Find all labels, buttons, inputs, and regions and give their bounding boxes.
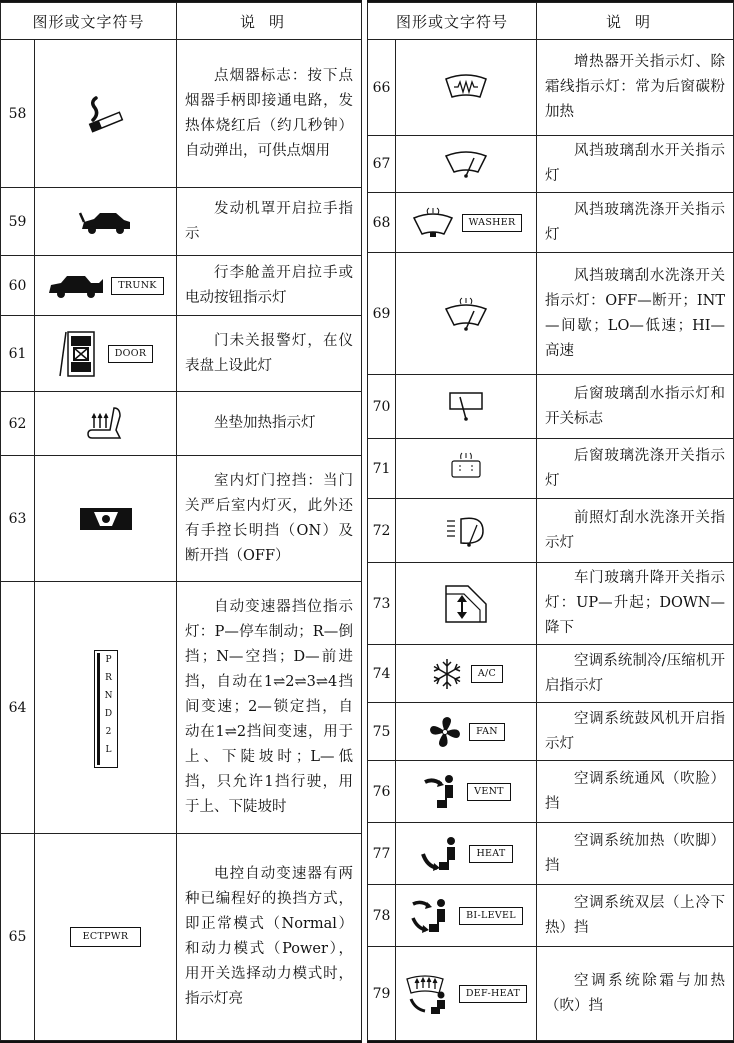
header-symbol: 图形或文字符号	[1, 3, 177, 40]
bi-level-icon	[409, 896, 453, 936]
table-row	[1, 40, 362, 188]
windshield-washer-icon	[410, 206, 456, 240]
symbol-cell	[396, 947, 537, 1041]
door-label: DOOR	[108, 345, 154, 363]
table-row	[368, 375, 734, 439]
header-desc: 说明	[537, 3, 734, 40]
symbol-cell	[35, 834, 177, 1041]
description: 前照灯刮水洗涤开关指示灯	[537, 499, 734, 563]
row-number: 62	[1, 392, 35, 456]
symbol-cell	[35, 392, 177, 456]
row-number: 59	[1, 188, 35, 256]
def-heat-label: DEF-HEAT	[459, 985, 527, 1003]
description: 车门玻璃升降开关指示灯：UP—升起；DOWN—降下	[537, 563, 734, 645]
gear-l: L	[105, 745, 112, 755]
description: 风挡玻璃刮水开关指示灯	[537, 136, 734, 193]
row-number: 58	[1, 40, 35, 188]
symbol-cell	[35, 188, 177, 256]
row-number: 67	[368, 136, 396, 193]
row-number: 73	[368, 563, 396, 645]
symbol-cell	[396, 193, 537, 253]
rear-wiper-icon	[446, 389, 486, 425]
table-row	[1, 316, 362, 392]
symbol-cell	[396, 823, 537, 885]
vent-label: VENT	[467, 783, 511, 801]
heat-feet-icon	[419, 834, 463, 874]
description: 空调系统制冷/压缩机开启指示灯	[537, 645, 734, 703]
dome-light-icon	[78, 504, 134, 534]
wiper-washer-icon	[442, 295, 490, 333]
rear-defrost-icon	[442, 73, 490, 103]
description: 发动机罩开启拉手指示	[177, 188, 362, 256]
row-number: 60	[1, 256, 35, 316]
ac-label: A/C	[471, 665, 503, 683]
vent-face-icon	[421, 772, 461, 812]
door-ajar-icon	[58, 328, 102, 380]
washer-label: WASHER	[462, 214, 523, 232]
description: 空调系统双层（上冷下热）挡	[537, 885, 734, 947]
gear-position-icon	[94, 650, 118, 768]
symbol-cell	[396, 375, 537, 439]
symbol-cell	[35, 456, 177, 582]
symbol-cell	[396, 885, 537, 947]
row-number: 75	[368, 703, 396, 761]
description: 门未关报警灯，在仪表盘上设此灯	[177, 316, 362, 392]
header-desc: 说明	[177, 3, 362, 40]
row-number: 78	[368, 885, 396, 947]
symbol-cell	[396, 253, 537, 375]
row-number: 69	[368, 253, 396, 375]
def-heat-icon	[405, 973, 453, 1015]
table-row	[1, 392, 362, 456]
left-table	[0, 0, 362, 1043]
description: 增热器开关指示灯、除霜线指示灯：常为后窗碳粉加热	[537, 40, 734, 136]
heat-label: HEAT	[469, 845, 512, 863]
row-number: 76	[368, 761, 396, 823]
table-row	[368, 40, 734, 136]
row-number: 71	[368, 439, 396, 499]
description: 后窗玻璃洗涤开关指示灯	[537, 439, 734, 499]
table-row	[1, 256, 362, 316]
table-row	[1, 188, 362, 256]
description: 坐垫加热指示灯	[177, 392, 362, 456]
trunk-label: TRUNK	[111, 277, 163, 295]
symbol-cell	[35, 316, 177, 392]
table-row	[368, 823, 734, 885]
row-number: 65	[1, 834, 35, 1041]
symbol-cell	[396, 40, 537, 136]
description: 室内灯门控挡：当门关严后室内灯灭，此外还有手控长明挡（ON）及断开挡（OFF）	[177, 456, 362, 582]
table-row	[368, 885, 734, 947]
power-window-icon	[442, 582, 490, 626]
windshield-wiper-icon	[442, 148, 490, 180]
row-number: 79	[368, 947, 396, 1041]
symbol-cell	[396, 563, 537, 645]
description: 空调系统鼓风机开启指示灯	[537, 703, 734, 761]
symbol-cell	[396, 703, 537, 761]
symbol-cell	[396, 761, 537, 823]
description: 空调系统加热（吹脚）挡	[537, 823, 734, 885]
row-number: 70	[368, 375, 396, 439]
row-number: 61	[1, 316, 35, 392]
table-row	[1, 582, 362, 834]
seat-heater-icon	[84, 404, 128, 444]
description: 行李舱盖开启拉手或电动按钮指示灯	[177, 256, 362, 316]
ectpwr-label: ECTPWR	[70, 927, 142, 947]
description: 空调系统通风（吹脸）挡	[537, 761, 734, 823]
rear-washer-icon	[446, 451, 486, 487]
headlamp-washer-icon	[443, 511, 489, 551]
table-row	[368, 136, 734, 193]
description: 电控自动变速器有两种已编程好的换挡方式，即正常模式（Normal）和动力模式（Power），用开关选择动力模式时，指示灯亮	[177, 834, 362, 1041]
table-row	[368, 193, 734, 253]
symbol-cell	[396, 136, 537, 193]
header-symbol: 图形或文字符号	[368, 3, 537, 40]
table-row	[1, 834, 362, 1041]
cigarette-lighter-icon	[84, 92, 128, 136]
gear-n: N	[104, 691, 113, 701]
symbol-cell	[396, 499, 537, 563]
description: 点烟器标志：按下点烟器手柄即接通电路，发热体烧红后（约几秒钟）自动弹出，可供点烟用	[177, 40, 362, 188]
symbol-cell	[35, 40, 177, 188]
description: 风挡玻璃洗涤开关指示灯	[537, 193, 734, 253]
table-row	[368, 703, 734, 761]
table-row	[368, 439, 734, 499]
table-row	[368, 947, 734, 1041]
symbol-cell	[35, 256, 177, 316]
fan-label: FAN	[469, 723, 505, 741]
gear-d: D	[104, 709, 113, 719]
description: 自动变速器挡位指示灯：P—停车制动；R—倒挡；N—空挡；D—前进挡，自动在1⇌2⇌3⇌4挡间变速；2—锁定挡，自动在1⇌2挡间变速，用于上、下陡坡时；L—低挡，只允许1挡行驶，用于上、下陡坡时	[177, 582, 362, 834]
table-row	[368, 645, 734, 703]
description: 风挡玻璃刮水洗涤开关指示灯：OFF—断开；INT—间歇；LO—低速；HI—高速	[537, 253, 734, 375]
fan-icon	[427, 714, 463, 750]
table-row	[368, 563, 734, 645]
table-row	[1, 456, 362, 582]
right-table	[367, 0, 734, 1043]
gear-2: 2	[105, 727, 112, 737]
table-row	[368, 499, 734, 563]
hood-release-icon	[78, 207, 134, 237]
symbol-cell	[35, 582, 177, 834]
gear-r: R	[105, 673, 112, 683]
table-row	[368, 761, 734, 823]
row-number: 68	[368, 193, 396, 253]
bi-level-label: BI-LEVEL	[459, 907, 523, 925]
table-row	[368, 253, 734, 375]
row-number: 63	[1, 456, 35, 582]
description: 后窗玻璃刮水指示灯和开关标志	[537, 375, 734, 439]
row-number: 64	[1, 582, 35, 834]
row-number: 77	[368, 823, 396, 885]
description: 空调系统除霜与加热（吹）挡	[537, 947, 734, 1041]
trunk-icon	[47, 271, 105, 301]
row-number: 66	[368, 40, 396, 136]
snowflake-icon	[429, 656, 465, 692]
row-number: 72	[368, 499, 396, 563]
symbol-cell	[396, 439, 537, 499]
gear-p: P	[105, 655, 112, 665]
row-number: 74	[368, 645, 396, 703]
symbol-cell	[396, 645, 537, 703]
